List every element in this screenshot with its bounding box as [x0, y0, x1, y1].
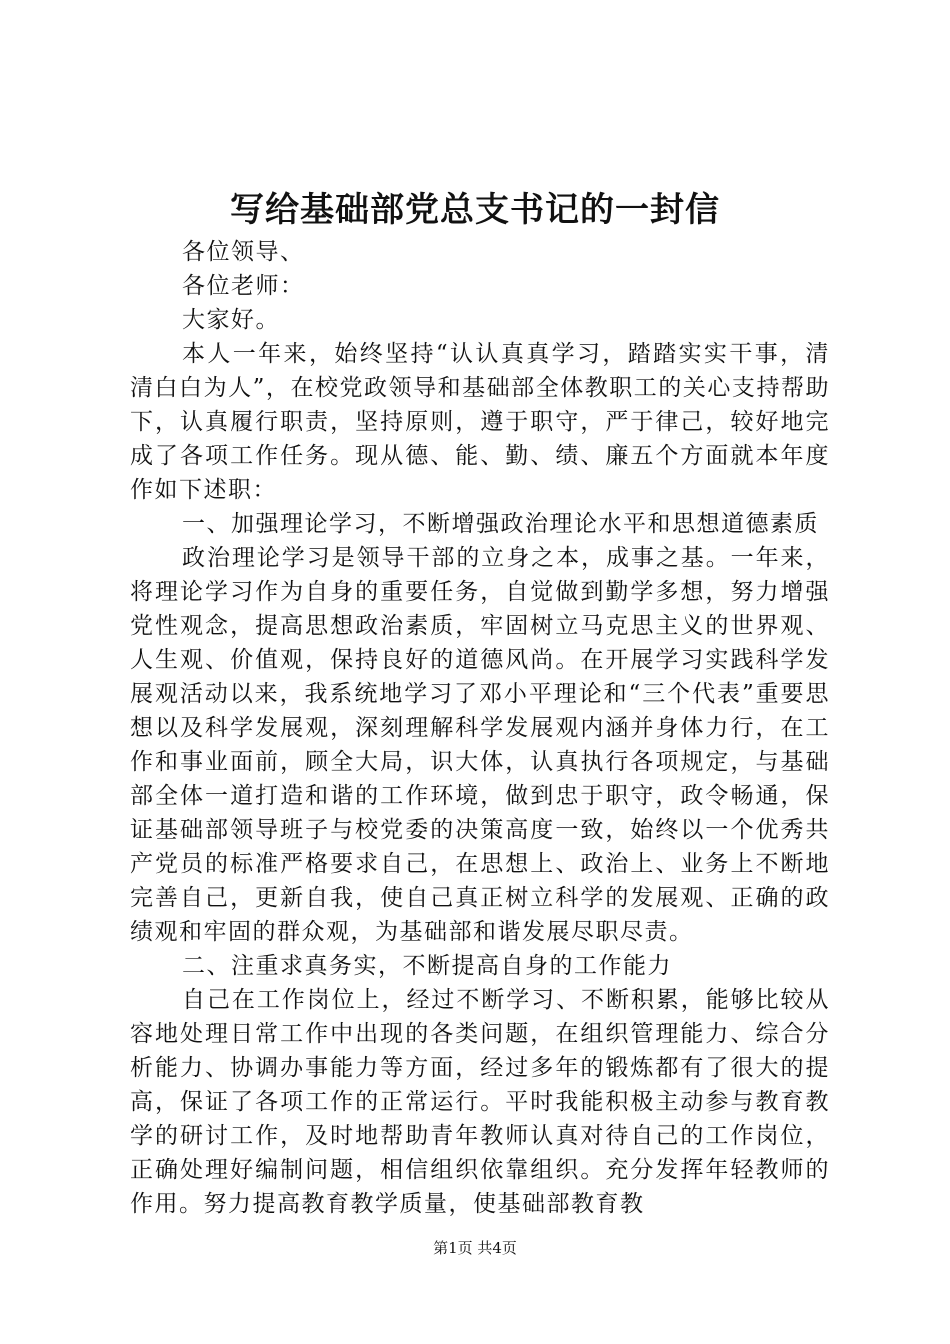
paragraph-section-1: 政治理论学习是领导干部的立身之本，成事之基。一年来，将理论学习作为自身的重要任务，自觉做到勤学多想，努力增强党性观念，提高思想政治素质，牢固树立马克思主义的世界观、人生观、价值观，保持良好的道德风尚。在开展学习实践科学发展观活动以来，我系统地学习了邓小平理论和“三个代表”重要思想以及科学发展观，深刻理解科学发展观内涵并身体力行，在工作和事业面前，顾全大局，识大体，认真执行各项规定，与基础部全体一道打造和谐的工作环境，做到忠于职守，政令畅通，保证基础部领导班子与校党委的决策高度一致，始终以一个优秀共产党员的标准严格要求自己，在思想上、政治上、业务上不断地完善自己，更新自我，使自己真正树立科学的发展观、正确的政绩观和牢固的群众观，为基础部和谐发展尽职尽责。: [130, 545, 830, 945]
salutation-teachers: 各位老师：: [182, 273, 305, 299]
paragraph-intro: 本人一年来，始终坚持“认认真真学习，踏踏实实干事，清清白白为人”，在校党政领导和基础部全体教职工的关心支持帮助下，认真履行职责，坚持原则，遵于职守，严于律己，较好地完成了各项工作任务。现从德、能、勤、绩、廉五个方面就本年度作如下述职：: [130, 341, 830, 503]
greeting: 大家好。: [182, 307, 280, 333]
section-heading-2: 二、注重求真务实，不断提高自身的工作能力: [182, 953, 672, 979]
paragraph-section-2: 自己在工作岗位上，经过不断学习、不断积累，能够比较从容地处理日常工作中出现的各类问题，在组织管理能力、综合分析能力、协调办事能力等方面，经过多年的锻炼都有了很大的提高，保证了各项工作的正常运行。平时我能积极主动参与教育教学的研讨工作，及时地帮助青年教师认真对待自己的工作岗位，正确处理好编制问题，相信组织依靠组织。充分发挥年轻教师的作用。努力提高教育教学质量，使基础部教育教: [130, 987, 830, 1217]
page-number-footer: 第1页 共4页: [433, 1239, 517, 1257]
document-body: [130, 235, 830, 1221]
section-heading-1: 一、加强理论学习，不断增强政治理论水平和思想道德素质: [182, 511, 819, 537]
document-title: 写给基础部党总支书记的一封信: [230, 190, 720, 230]
salutation-leaders: 各位领导、: [182, 239, 305, 265]
